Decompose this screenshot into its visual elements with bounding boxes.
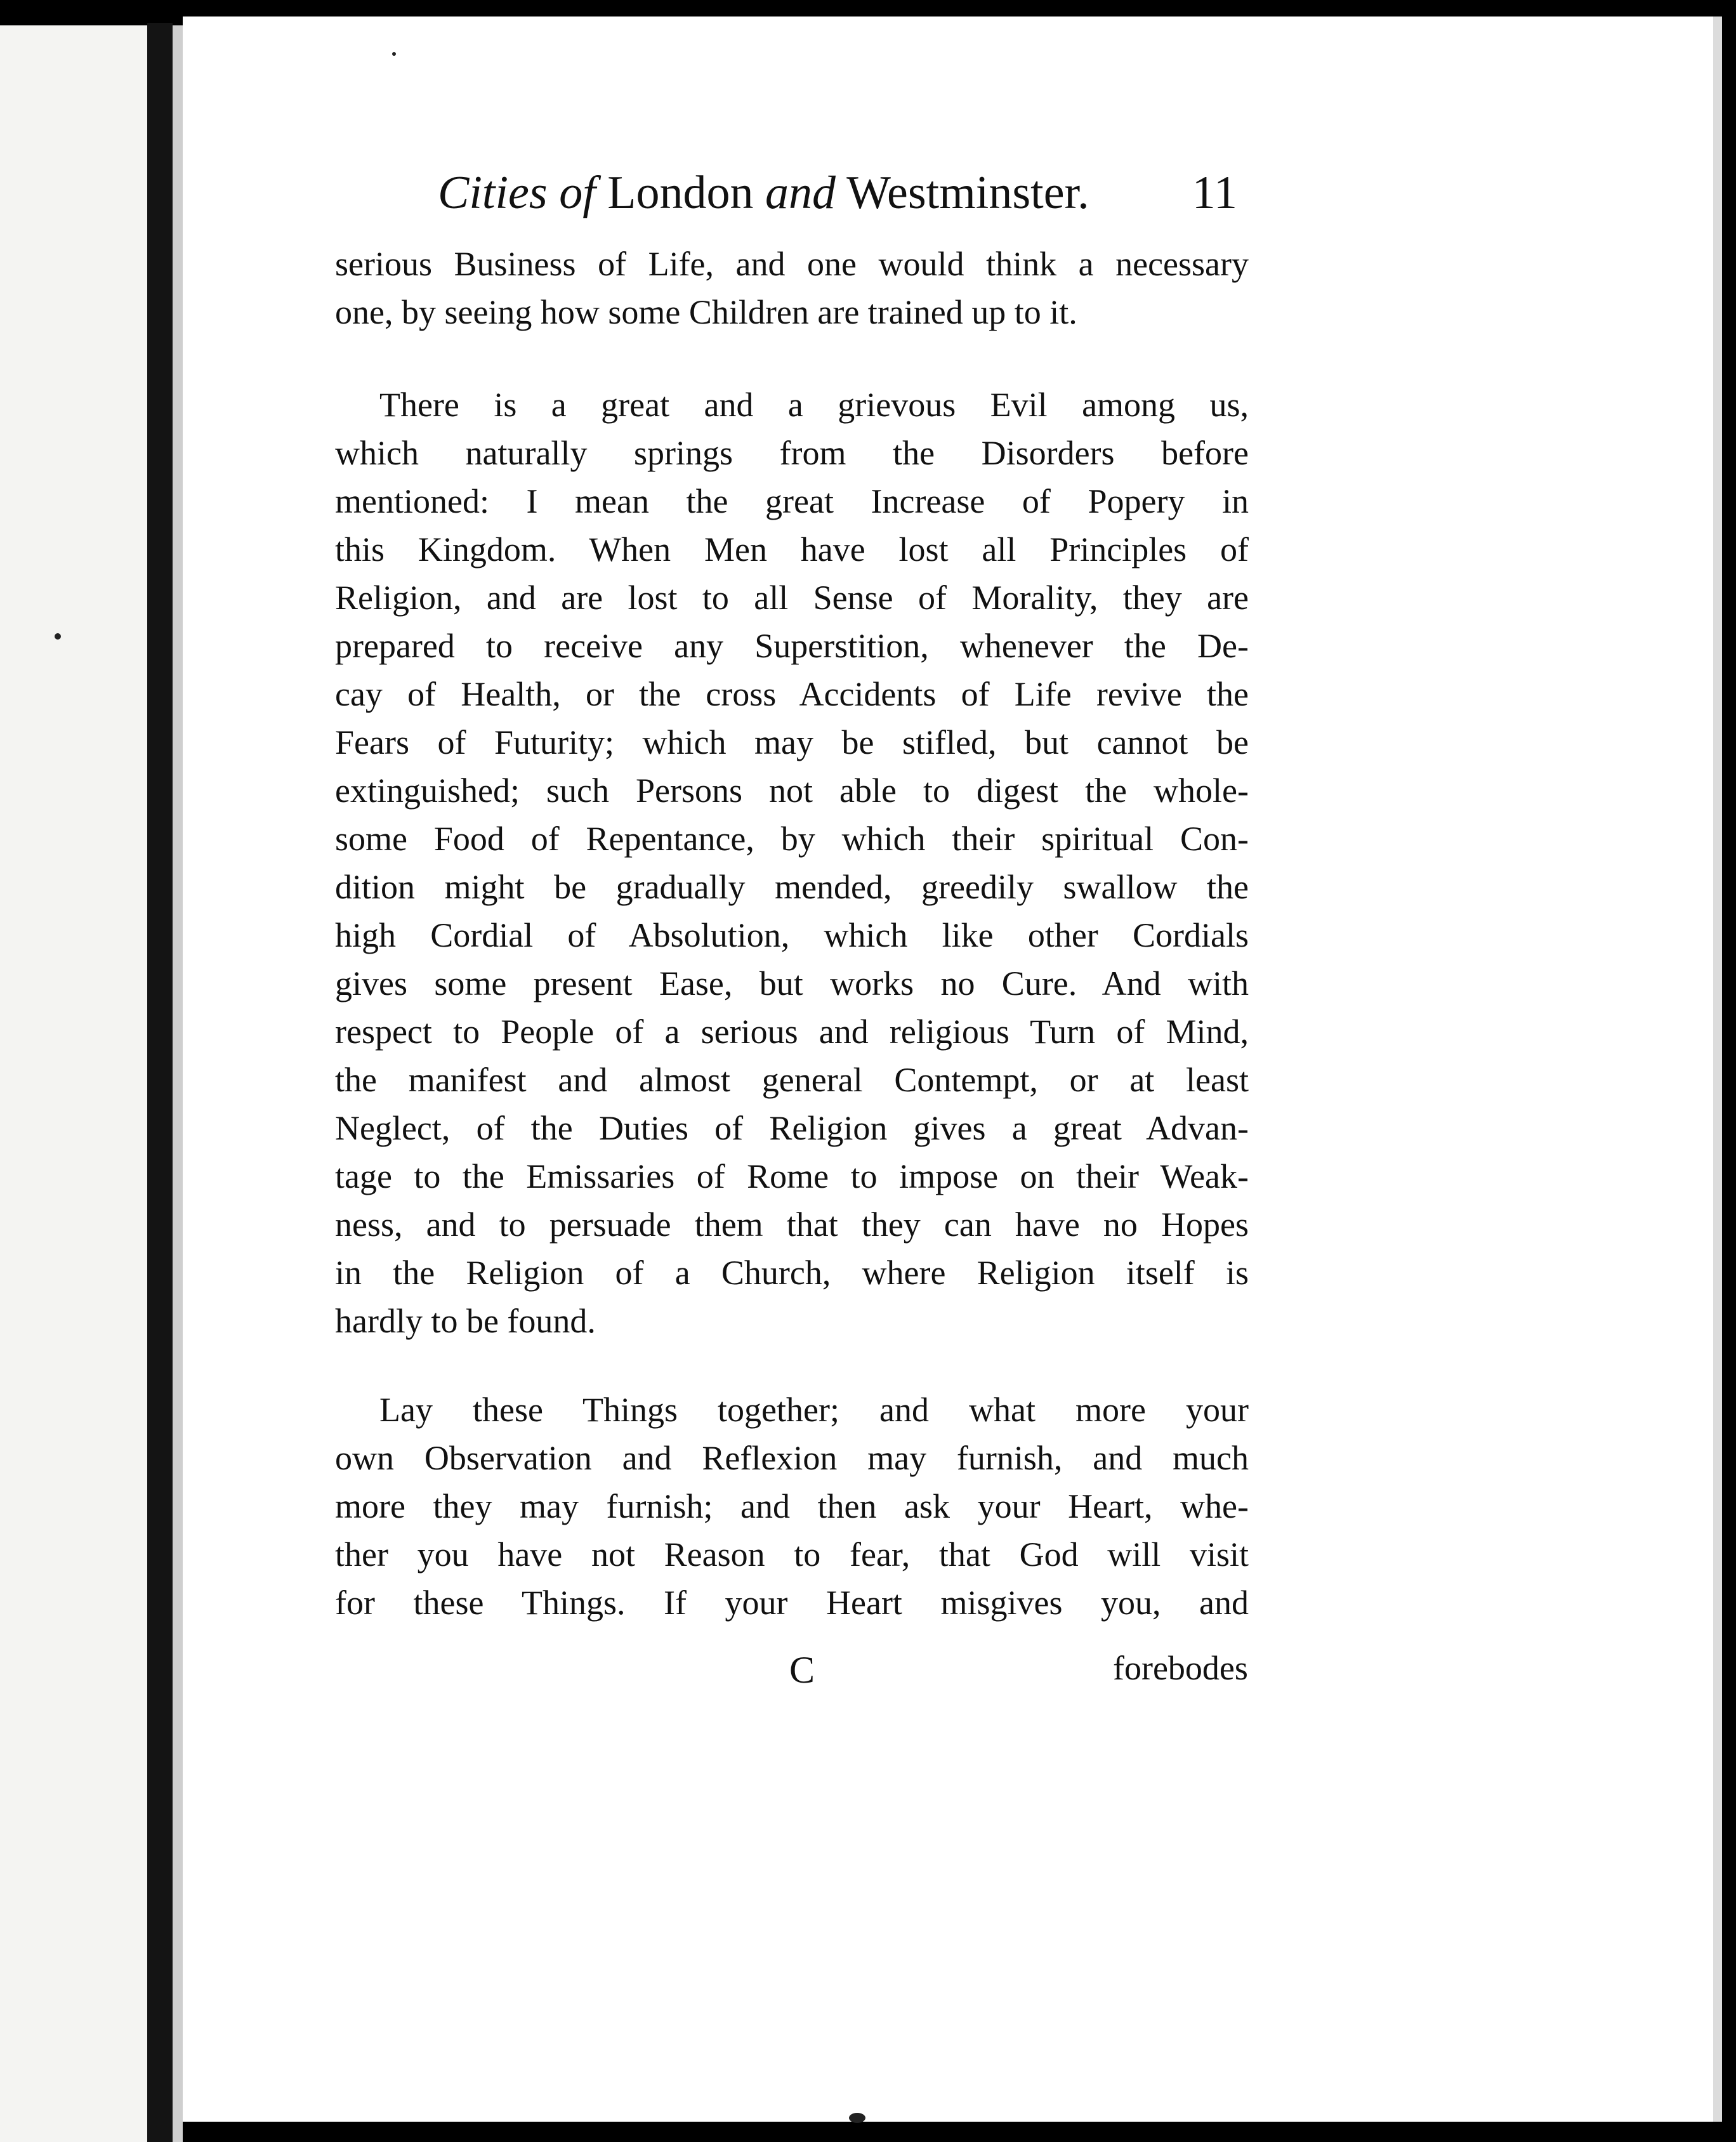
text-line: There is a great and a grievous Evil among us, <box>379 386 1249 424</box>
facing-page-edge <box>0 25 152 2142</box>
text-line: extinguished; such Persons not able to digest the whole- <box>335 772 1249 810</box>
page-number: 11 <box>1192 167 1237 219</box>
text-line: Lay these Things together; and what more your <box>379 1391 1249 1429</box>
signature-mark: C <box>789 1649 815 1691</box>
running-head-part: Cities <box>438 167 560 219</box>
text-line: cay of Health, or the cross Accidents of Life revive the <box>335 675 1249 713</box>
page-edge-shadow <box>1713 16 1722 2122</box>
running-head-part: Westminster. <box>835 167 1089 219</box>
text-line: ness, and to persuade them that they can have no Hopes <box>335 1206 1249 1244</box>
text-line: high Cordial of Absolution, which like other Cordials <box>335 916 1249 954</box>
text-line: dition might be gradually mended, greedily swallow the <box>335 868 1249 906</box>
gutter-shadow <box>173 25 183 2142</box>
running-head-part: London <box>595 167 765 219</box>
text-line: Neglect, of the Duties of Religion gives a great Advan- <box>335 1109 1249 1147</box>
text-line: mentioned: I mean the great Increase of Popery in <box>335 482 1249 520</box>
running-head-part: of <box>559 167 596 219</box>
text-line: respect to People of a serious and religious Turn of Mind, <box>335 1013 1249 1051</box>
text-line: in the Religion of a Church, where Religion itself is <box>335 1254 1249 1292</box>
text-line: hardly to be found. <box>335 1302 596 1340</box>
running-head-title <box>438 166 1089 220</box>
body-text <box>335 240 1249 1627</box>
text-line: which naturally springs from the Disorders before <box>335 434 1249 472</box>
text-line: for these Things. If your Heart misgives you, and <box>335 1584 1249 1622</box>
paragraph-break <box>335 336 1249 381</box>
text-line: some Food of Repentance, by which their spiritual Con- <box>335 820 1249 858</box>
text-line: serious Business of Life, and one would think a necessary <box>335 245 1249 283</box>
text-line: Religion, and are lost to all Sense of Morality, they are <box>335 579 1249 617</box>
text-line: more they may furnish; and then ask your Heart, whe- <box>335 1487 1249 1525</box>
catchword: forebodes <box>1113 1649 1248 1687</box>
paragraph-break <box>335 1345 1249 1386</box>
ink-speck <box>849 2113 865 2123</box>
text-line: tage to the Emissaries of Rome to impose on their Weak- <box>335 1157 1249 1195</box>
text-line: this Kingdom. When Men have lost all Principles of <box>335 530 1249 568</box>
text-line: gives some present Ease, but works no Cure. And with <box>335 964 1249 1002</box>
text-line: one, by seeing how some Children are trained up to it. <box>335 293 1077 331</box>
running-head-part: and <box>765 167 836 219</box>
text-line: ther you have not Reason to fear, that God will visit <box>335 1535 1249 1574</box>
text-line: Fears of Futurity; which may be stifled, but cannot be <box>335 723 1249 761</box>
binding-gutter <box>147 23 173 2142</box>
ink-speck <box>392 52 396 56</box>
text-line: the manifest and almost general Contempt, or at least <box>335 1061 1249 1099</box>
text-line: own Observation and Reflexion may furnish, and much <box>335 1439 1249 1477</box>
running-head <box>438 166 1237 230</box>
ink-speck <box>55 633 61 640</box>
text-line: prepared to receive any Superstition, whenever the De- <box>335 627 1249 665</box>
